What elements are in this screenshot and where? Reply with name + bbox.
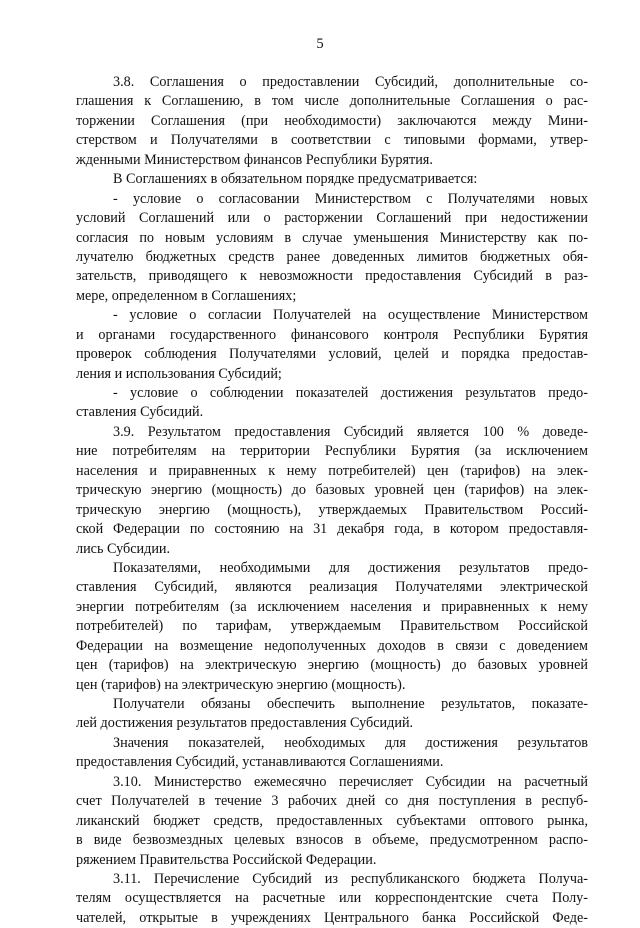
text-line: лучателю бюджетных средств ранее доведенных лимитов бюджетных обя- [76,248,588,265]
text-line: ние потребителям на территории Республики Бурятия (за исключением [76,443,588,460]
document-body [76,73,588,928]
text-line: счет Получателей в течение 3 рабочих дней со дня поступления в респуб- [76,793,588,810]
text-line: предоставления Субсидий, устанавливаются Соглашениями. [76,754,444,771]
text-line: - условие о соблюдении показателей достижения результатов предо- [113,385,588,401]
text-line: лей достижения результатов предоставления Субсидий. [76,715,414,732]
text-line: Федерации на возмещение недополученных доходов в связи с доведением [76,637,588,654]
text-line: стерством и Получателями в соответствии с типовыми формами, утвер- [76,132,588,149]
text-line: цен (тарифов) на электрическую энергию (мощность) до базовых уровней [76,657,588,674]
text-line: согласия по новым условиям в случае уменьшения Министерству как по- [76,229,588,246]
text-line: торжении Соглашения (при необходимости) заключаются между Мини- [76,112,588,129]
text-line: зательств, приводящего к невозможности предоставления Субсидий в раз- [76,268,588,285]
text-line: 3.9. Результатом предоставления Субсидий является 100 % доведе- [113,423,588,440]
text-line: телям осуществляется на расчетные или корреспондентские счета Полу- [76,890,588,907]
text-line: глашения к Соглашению, в том числе дополнительные Соглашения о рас- [76,93,588,110]
text-line: чателей, открытые в учреждениях Центрального банка Российской Феде- [76,909,588,926]
text-line: жденными Министерством финансов Республики Бурятия. [76,151,433,168]
page-number: 5 [316,36,324,52]
text-line: ряжением Правительства Российской Федерации. [76,851,377,868]
text-line: ликанский бюджет средств, предоставленных субъектами оптового рынка, [76,812,588,829]
text-line: 3.11. Перечисление Субсидий из республиканского бюджета Получа- [113,870,588,887]
text-line: 3.10. Министерство ежемесячно перечисляет Субсидии на расчетный [113,773,588,790]
text-line: в виде безвозмездных целевых взносов в объеме, предусмотренном распо- [76,832,588,849]
text-line: лись Субсидии. [76,540,171,557]
text-line: ления и использования Субсидий; [76,365,282,382]
text-line: потребителей) по тарифам, утверждаемым Правительством Российской [76,618,588,635]
text-line: цен (тарифов) на электрическую энергию (мощность). [76,676,406,693]
text-line: - условие о согласии Получателей на осуществление Министерством [113,307,588,324]
text-line: и органами государственного финансового контроля Республики Бурятия [76,326,588,343]
text-line: ставления Субсидий, являются реализация Получателями электрической [76,579,588,596]
text-line: энергии потребителям (за исключением населения и приравненных к нему [76,598,588,615]
text-line: условий Соглашений или о расторжении Соглашений при недостижении [76,210,588,227]
text-line: В Соглашениях в обязательном порядке предусматривается: [113,171,478,188]
text-line: ской Федерации по состоянию на 31 декабря года, в котором предоставля- [76,521,588,538]
text-line: - условие о согласовании Министерством с Получателями новых [113,190,588,207]
text-line: проверок соблюдения Получателями условий, целей и порядка предостав- [76,346,588,363]
text-line: Значения показателей, необходимых для достижения результатов [113,734,588,751]
text-line: Показателями, необходимыми для достижения результатов предо- [113,559,588,576]
text-line: ставления Субсидий. [76,404,204,421]
text-line: Получатели обязаны обеспечить выполнение результатов, показате- [113,696,588,712]
text-line: трическую энергию (мощность) до базовых уровней цен (тарифов) на элек- [76,482,588,499]
text-line: трическую энергию (мощность), утверждаемых Правительством Россий- [76,501,588,518]
text-line: населения и приравненных к нему потребителей) цен (тарифов) на элек- [76,462,588,479]
text-line: 3.8. Соглашения о предоставлении Субсидий, дополнительные со- [113,74,588,90]
text-line: мере, определенном в Соглашениях; [76,287,297,304]
